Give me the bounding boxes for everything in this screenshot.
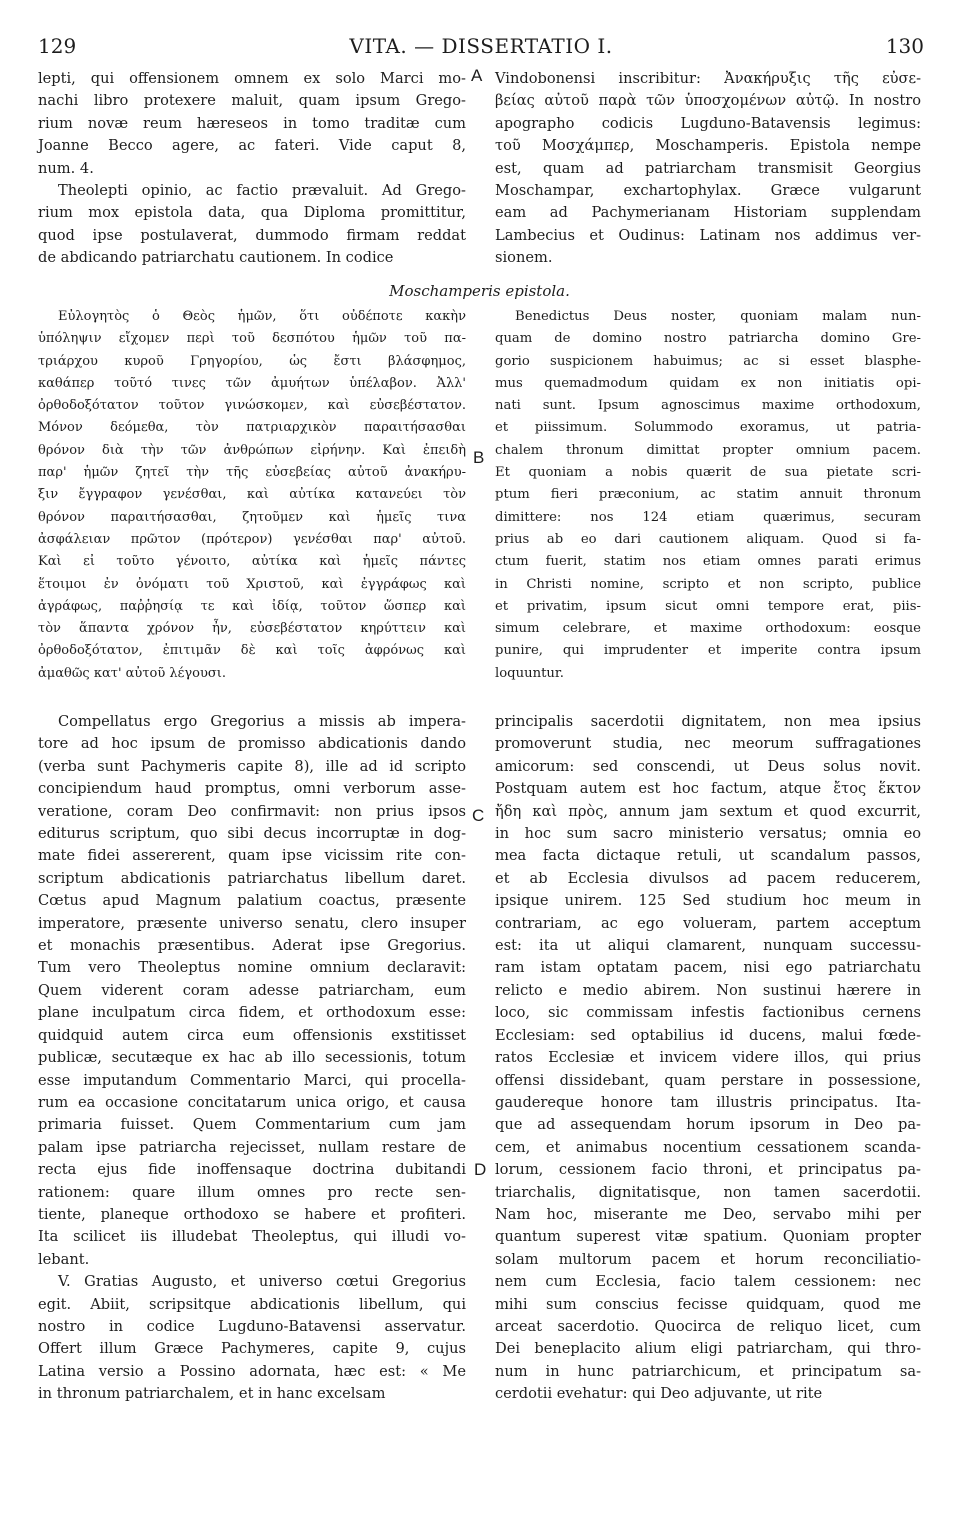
text-line: Nam hoc, miserante me Deo, servabo mihi per [495,1205,921,1223]
text-line: prius ab eo dari cautionem aliquam. Quod si fa- [495,531,921,547]
text-line: tore ad hoc ipsum de promisso abdicationis dando [38,735,466,753]
text-line: ptum fieri præconium, ac statim annuit thronum [495,487,921,503]
text-line: ἀμαθῶς κατ' αὐτοῦ λέγουσι. [38,665,226,681]
text-line: Postquam autem est hoc factum, atque ἔτος ἕκτον [495,780,921,798]
text-line: editurus scriptum, quo sibi decus incorruptæ in dog- [38,825,466,843]
text-line: gaudereque honore tam illustris principatus. Ita- [495,1093,921,1111]
text-line: quidquid autem circa eum offensionis exstitisset [38,1026,466,1044]
text-line: (verba sunt Pachymeris capite 8), ille ad id scripto [38,757,466,775]
text-line: Dei beneplacito alium eligi patriarcham, qui thro- [495,1340,921,1358]
text-line: num in hunc patriarchicum, et principatum sa- [495,1362,921,1380]
text-line: et privatim, ipsum sicut omni tempore erat, piis- [495,598,921,614]
running-header [38,30,924,60]
text-line: mihi sum conscius fecisse quidquam, quod me [495,1295,921,1313]
text-line: ipsique unirem. 125 Sed studium hoc meum in [495,892,921,910]
right-column-top [495,68,921,270]
text-line: Et quoniam a nobis quærit de sua pietate scri- [495,465,921,481]
text-line: et piissimum. Solummodo exoramus, ut patria- [495,420,921,436]
text-line: in Christi nomine, scripto et non scripto, publice [495,576,921,592]
text-line: ὀρθοδοξότατον τοῦτον γινώσκομεν, καὶ εὐσεβέστατον. [38,398,466,414]
text-line: est, quam ad patriarcham transmisit Georgius [495,159,921,177]
text-line: ἀγράφως, παῤῥησίᾳ τε καὶ ἰδίᾳ, τοῦτον ὥσπερ καὶ [38,598,466,614]
text-line: Theolepti opinio, ac factio prævaluit. Ad Grego- [58,182,466,200]
text-line: V. Gratias Augusto, et universo cœtui Gregorius [58,1273,466,1291]
text-line: ξιν ἔγγραφον γενέσθαι, καὶ αὐτίκα κατανεύει τὸν [38,487,466,503]
text-line: recta ejus fide inoffensaque doctrina dubitandi [38,1161,466,1179]
text-line: punire, qui imprudenter et imperite contra ipsum [495,643,921,659]
text-line: et monachis præsentibus. Aderat ipse Gregorius. [38,937,466,955]
text-line: τριάρχου κυροῦ Γρηγορίου, ὡς ἔστι βλάσφημος, [38,353,466,369]
text-line: que ad assequendam horum ipsorum in Deo pa- [495,1116,921,1134]
text-line: Καὶ εἰ τοῦτο γένοιτο, αὐτίκα καὶ ἡμεῖς πάντες [38,554,466,570]
text-line: loquuntur. [495,665,564,681]
text-line: de abdicando patriarchatu cautionem. In codice [38,249,394,267]
text-line: cerdotii evehatur: qui Deo adjuvante, ut rite [495,1385,823,1403]
right-column-bottom [495,711,921,1406]
text-line: esse imputandum Commentario Marci, qui procella- [38,1071,466,1089]
running-title: VITA. — DISSERTATIO I. [349,34,613,58]
text-line: in thronum patriarchalem, et in hanc excelsam [38,1385,386,1403]
text-line: primaria fuisset. Quem Commentarium cum jam [38,1116,466,1134]
margin-letter-b: B [473,448,485,467]
text-line: Offert illum Græce Pachymeres, capite 9, cujus [38,1340,466,1358]
text-line: mate fidei assererent, quam ipse vicissim rite con- [38,847,466,865]
text-line: gorio suspicionem habuimus; ac si esset blasphe- [495,353,921,369]
text-line: palam ipse patriarcha rejecisset, nullam restare de [38,1138,466,1156]
text-line: ὀρθοδοξότατον, ἐπιτιμᾶν δὲ καὶ τοῖς ἀφρόνως καὶ [38,643,466,659]
margin-letter-c: C [472,806,485,825]
text-line: Quem viderent coram adesse patriarcham, eum [38,981,466,999]
margin-letter-a: A [471,66,483,85]
text-line: ctum fuerit, statim nos etiam omnes parati erimus [495,554,921,570]
text-line: relicto e medio abirem. Non sustinui hærere in [495,981,921,999]
text-line: arceat sacerdotio. Quocirca de reliquo licet, cum [495,1317,921,1335]
text-line: καθάπερ τοῦτό τινες τῶν ἀμυήτων ὑπέλαβον. Ἀλλ' [38,375,466,391]
text-line: nachi libro protexere maluit, quam ipsum Grego- [38,92,466,110]
text-line: triarchalis, dignitatisque, non tamen sacerdotii. [495,1183,921,1201]
text-line: tiente, planeque orthodoxo se habere et profiteri. [38,1205,466,1223]
left-column-top [38,68,466,270]
section-heading: Moschamperis epistola. [389,282,570,300]
text-line: rium mox epistola data, qua Diploma promittitur, [38,204,466,222]
text-line: solam multorum pacem et horum reconciliatio- [495,1250,921,1268]
text-line: ratos Ecclesiæ et invicem videre illos, qui prius [495,1049,921,1067]
left-column-bottom [38,711,466,1406]
text-line: lebant. [38,1250,90,1268]
text-line: dimittere: nos 124 etiam quærimus, securam [495,509,921,525]
text-line: publicæ, secutæque ex hac ab illo secessionis, totum [38,1049,466,1067]
text-line: plane inculpatum circa fidem, et orthodoxum esse: [38,1004,466,1022]
page-number-right: 130 [885,34,924,58]
text-line: offensi dissidebant, quam perstare in possessione, [495,1071,921,1089]
text-line: lorum, cessionem facio throni, et principatus pa- [495,1161,921,1179]
text-line: contrariam, ac ego volueram, partem acceptum [495,914,921,932]
text-line: in hoc sum sacro ministerio versatus; omnia eo [495,825,921,843]
greek-epistle-column [38,306,466,685]
text-line: est: ita ut aliqui clamarent, nunquam successu- [495,937,921,955]
text-line: Compellatus ergo Gregorius a missis ab impera- [58,713,466,730]
text-line: quam de domino nostro patriarcha domino Gre- [495,331,921,347]
text-line: nati sunt. Ipsum agnoscimus maxime orthodoxum, [495,398,921,414]
text-line: ἤδη καὶ πρὸς, annum jam sextum et quod excurrit, [495,802,921,820]
text-line: chalem thronum dimittat propter omnium pacem. [495,442,921,458]
text-line: num. 4. [38,159,94,177]
text-line: Benedictus Deus noster, quoniam malam nun- [515,309,921,324]
page-number-left: 129 [38,34,77,58]
text-line: ram istam optatam pacem, nisi ego patriarchatu [495,959,921,977]
text-line: quod ipse postulaverat, dummodo firmam reddat [38,226,466,244]
text-line: rationem: quare illum omnes pro recte sen- [38,1183,466,1201]
text-line: Cœtus apud Magnum palatium coactus, præsente [38,892,466,910]
text-line: eam ad Pachymerianam Historiam supplendam [495,204,921,222]
text-line: τὸν ἅπαντα χρόνον ἦν, εὐσεβέστατον κηρύττειν καὶ [38,621,466,637]
text-line: cem, et animabus nocentium cessationem scanda- [495,1138,921,1156]
text-line: Latina versio a Possino adornata, hæc est: « Me [38,1362,466,1380]
text-line: θρόνον διὰ τὴν τῶν ἀνθρώπων εἰρήνην. Καὶ ἐπειδὴ [38,442,466,458]
text-line: egit. Abiit, scripsitque abdicationis libellum, qui [38,1295,466,1313]
text-line: quantum superest vitæ spatium. Quoniam propter [495,1228,921,1246]
text-line: παρ' ἡμῶν ζητεῖ τὴν τῆς εὐσεβείας αὐτοῦ ἀνακήρυ- [38,465,466,481]
text-line: principalis sacerdotii dignitatem, non mea ipsius [495,713,921,730]
text-line: et ab Ecclesia divulsos ad pacem reducerem, [495,869,921,887]
text-line: veratione, coram Deo confirmavit: non prius ipsos [38,802,466,820]
text-line: promoverunt studia, nec meorum suffragationes [495,735,921,753]
text-line: nem cum Ecclesia, facio talem cessionem: nec [495,1273,921,1291]
text-line: Vindobonensi inscribitur: Ἀνακήρυξις τῆς εὐσε- [495,70,921,87]
text-line: mus quemadmodum quidam ex non initiatis opi- [495,375,921,391]
text-line: simum celebrare, et maxime orthodoxum: eosque [495,621,921,637]
text-line: Ecclesiam: sed optabilius id ducens, malui fœde- [495,1026,921,1044]
text-line: Εὐλογητὸς ὁ Θεὸς ἡμῶν, ὅτι οὐδέποτε κακὴν [58,309,466,324]
text-line: Tum vero Theoleptus nomine omnium declaravit: [38,959,466,977]
text-line: Joanne Becco agere, ac fateri. Vide caput 8, [38,137,466,155]
latin-translation-column [495,306,921,685]
text-line: rium novæ reum hæreseos in tomo traditæ cum [38,114,466,132]
text-line: τοῦ Μοσχάμπερ, Moschamperis. Epistola nempe [495,137,921,155]
text-line: θρόνον παραιτήσασθαι, ζητοῦμεν καὶ ἡμεῖς τινα [38,509,466,525]
text-line: ἕτοιμοι ἐν ὀνόματι τοῦ Χριστοῦ, καὶ ἐγγράφως καὶ [38,576,466,592]
text-line: imperatore, præsente universo senatu, clero insuper [38,914,466,932]
text-line: Lambecius et Oudinus: Latinam nos addimus ver- [495,226,921,244]
text-line: Moschampar, exchartophylax. Græce vulgarunt [495,182,921,200]
text-line: amicorum: sed conscendi, ut Deus solus novit. [495,757,921,775]
text-line: apographo codicis Lugduno-Batavensis legimus: [495,114,921,132]
margin-letter-d: D [474,1160,487,1179]
text-line: scriptum abdicationis patriarchatus libellum daret. [38,869,466,887]
text-line: sionem. [495,249,553,267]
text-line: concipiendum haud promptus, omni verborum asse- [38,780,466,798]
text-line: βείας αὐτοῦ παρὰ τῶν ὑποσχομένων αὐτῷ. In nostro [495,92,921,110]
text-line: rum ea occasione concitatarum unica origo, et causa [38,1093,466,1111]
text-line: Ita scilicet iis illudebat Theoleptus, qui illudi vo- [38,1228,466,1246]
text-line: ἀσφάλειαν πρῶτον (πρότερον) γενέσθαι παρ' αὐτοῦ. [38,531,466,547]
text-line: mea facta dictaque retuli, ut scandalum passos, [495,847,921,865]
text-line: lepti, qui offensionem omnem ex solo Marci mo- [38,70,466,87]
text-line: ὑπόληψιν εἴχομεν περὶ τοῦ δεσπότου ἡμῶν τοῦ πα- [38,331,466,347]
text-line: nostro in codice Lugduno-Batavensi asservatur. [38,1317,466,1335]
text-line: loco, sic commissam infestis factionibus cernens [495,1004,921,1022]
text-line: Μόνον δεόμεθα, τὸν πατριαρχικὸν παραιτήσασθαι [38,420,466,436]
